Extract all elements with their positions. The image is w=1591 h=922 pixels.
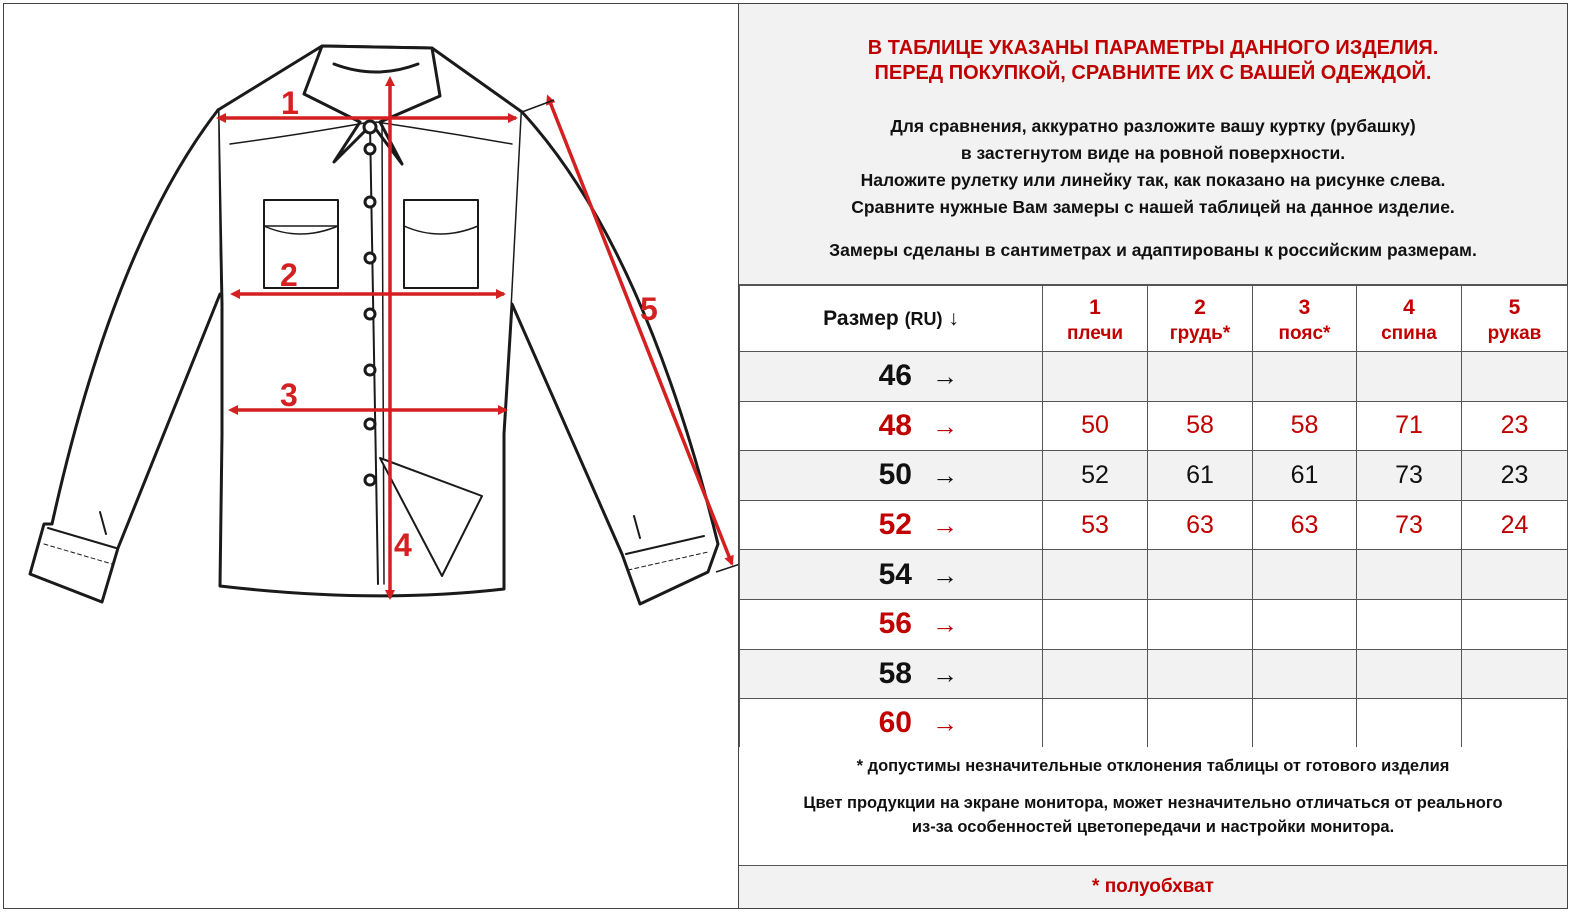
size-value: 54 <box>878 557 912 591</box>
table-cell <box>1357 352 1462 402</box>
measure-label-2: 2 <box>280 257 298 293</box>
size-cell <box>740 451 1043 501</box>
arrow-right-icon: → <box>932 410 958 441</box>
table-cell <box>1462 550 1568 600</box>
size-value: 48 <box>878 408 912 442</box>
table-cell <box>1043 599 1148 649</box>
table-cell <box>1148 599 1253 649</box>
measure-label-3: 3 <box>280 377 298 413</box>
shirt-illustration <box>4 4 738 908</box>
deviation-note: * допустимы незначительные отклонения таблицы от готового изделия <box>856 757 1450 775</box>
column-header-chest <box>1148 286 1253 352</box>
table-cell <box>1043 699 1148 749</box>
column-name: грудь* <box>1169 322 1231 344</box>
measure-label-4: 4 <box>394 527 412 563</box>
table-row <box>740 451 1568 501</box>
table-cell <box>1462 649 1568 699</box>
table-row <box>740 699 1568 749</box>
table-cell <box>1253 699 1357 749</box>
column-header-back <box>1357 286 1462 352</box>
table-cell <box>1357 550 1462 600</box>
size-cell <box>740 599 1043 649</box>
size-cell <box>740 550 1043 600</box>
table-cell: 61 <box>1148 451 1253 501</box>
size-cell <box>740 352 1043 402</box>
arrow-right-icon: → <box>932 559 958 590</box>
size-cell <box>740 500 1043 550</box>
size-table <box>739 285 1568 749</box>
table-cell: 24 <box>1462 500 1568 550</box>
column-name: плечи <box>1066 322 1124 344</box>
table-cell <box>1253 649 1357 699</box>
table-row <box>740 500 1568 550</box>
sleeve-guide-top <box>522 100 554 112</box>
table-cell <box>1462 352 1568 402</box>
warning-headline-1: В ТАБЛИЦЕ УКАЗАНЫ ПАРАМЕТРЫ ДАННОГО ИЗДЕЛИЯ. <box>867 37 1439 59</box>
column-header-sleeve <box>1462 286 1568 352</box>
table-cell: 63 <box>1253 500 1357 550</box>
column-number: 5 <box>1508 295 1521 319</box>
table-row <box>740 401 1568 451</box>
table-cell: 58 <box>1253 401 1357 451</box>
table-cell <box>1462 599 1568 649</box>
measure-label-5: 5 <box>640 291 658 327</box>
table-cell: 23 <box>1462 451 1568 501</box>
table-row <box>740 649 1568 699</box>
column-header-waist <box>1253 286 1357 352</box>
size-value: 52 <box>878 508 912 542</box>
size-value: 50 <box>878 458 912 492</box>
table-cell <box>1148 649 1253 699</box>
arrow-right-icon: → <box>932 361 958 392</box>
table-cell: 61 <box>1253 451 1357 501</box>
size-header-suffix: (RU) <box>904 308 943 329</box>
table-cell: 23 <box>1462 401 1568 451</box>
table-cell: 52 <box>1043 451 1148 501</box>
table-cell <box>1253 550 1357 600</box>
half-girth-note: * полуобхват <box>739 866 1567 908</box>
table-cell <box>1043 649 1148 699</box>
table-cell: 73 <box>1357 451 1462 501</box>
color-note-line-2: из-за особенностей цветопередачи и настройки монитора. <box>911 818 1395 836</box>
table-cell <box>1253 599 1357 649</box>
table-cell <box>1148 699 1253 749</box>
column-number: 1 <box>1089 295 1101 319</box>
table-cell: 50 <box>1043 401 1148 451</box>
measure-label-1: 1 <box>281 85 299 121</box>
table-row <box>740 352 1568 402</box>
size-cell <box>740 699 1043 749</box>
table-cell: 73 <box>1357 500 1462 550</box>
instructions-block <box>739 4 1567 285</box>
table-header-row <box>740 286 1568 352</box>
arrow-right-icon: → <box>932 510 958 541</box>
table-cell <box>1462 699 1568 749</box>
table-cell <box>1043 352 1148 402</box>
size-value: 60 <box>878 706 912 740</box>
warning-headline-2: ПЕРЕД ПОКУПКОЙ, СРАВНИТЕ ИХ С ВАШЕЙ ОДЕЖДОЙ. <box>874 62 1432 84</box>
column-number: 2 <box>1194 295 1206 319</box>
arrow-down-icon: ↓ <box>948 306 959 330</box>
shirt-measurement-diagram <box>4 4 738 908</box>
shirt-outline <box>30 46 718 604</box>
table-cell: 53 <box>1043 500 1148 550</box>
arrow-right-icon: → <box>932 609 958 640</box>
size-value: 58 <box>878 656 912 690</box>
column-name: рукав <box>1487 322 1542 344</box>
instruction-line-2: в застегнутом виде на ровной поверхности. <box>960 143 1346 163</box>
column-number: 4 <box>1403 295 1415 319</box>
table-cell: 58 <box>1148 401 1253 451</box>
column-header-shoulders <box>1043 286 1148 352</box>
table-row <box>740 550 1568 600</box>
table-cell <box>1148 352 1253 402</box>
column-name: спина <box>1381 322 1437 344</box>
units-note: Замеры сделаны в сантиметрах и адаптированы к российским размерам. <box>829 240 1477 260</box>
instruction-line-1: Для сравнения, аккуратно разложите вашу куртку (рубашку) <box>890 116 1416 136</box>
arrow-right-icon: → <box>932 658 958 689</box>
table-cell <box>1253 352 1357 402</box>
table-cell: 71 <box>1357 401 1462 451</box>
table-cell <box>1357 699 1462 749</box>
arrow-right-icon: → <box>932 460 958 491</box>
table-cell: 63 <box>1148 500 1253 550</box>
size-cell <box>740 649 1043 699</box>
table-cell <box>1357 649 1462 699</box>
column-name: пояс* <box>1278 322 1331 344</box>
sleeve-guide-bottom <box>716 564 738 572</box>
table-cell <box>1357 599 1462 649</box>
size-value: 56 <box>878 607 912 641</box>
column-number: 3 <box>1298 295 1311 319</box>
size-header-label: Размер <box>823 306 899 330</box>
size-cell <box>740 401 1043 451</box>
size-column-header <box>740 286 1043 352</box>
table-row <box>740 599 1568 649</box>
table-cell <box>1148 550 1253 600</box>
instruction-line-3: Наложите рулетку или линейку так, как показано на рисунке слева. <box>860 170 1446 190</box>
table-cell <box>1043 550 1148 600</box>
size-chart-panel <box>739 4 1567 908</box>
arrow-right-icon: → <box>932 708 958 739</box>
instruction-line-4: Сравните нужные Вам замеры с нашей таблицей на данное изделие. <box>851 197 1455 217</box>
footnotes-block <box>739 747 1567 866</box>
color-note-line-1: Цвет продукции на экране монитора, может незначительно отличаться от реального <box>803 794 1503 812</box>
size-value: 46 <box>878 359 912 393</box>
